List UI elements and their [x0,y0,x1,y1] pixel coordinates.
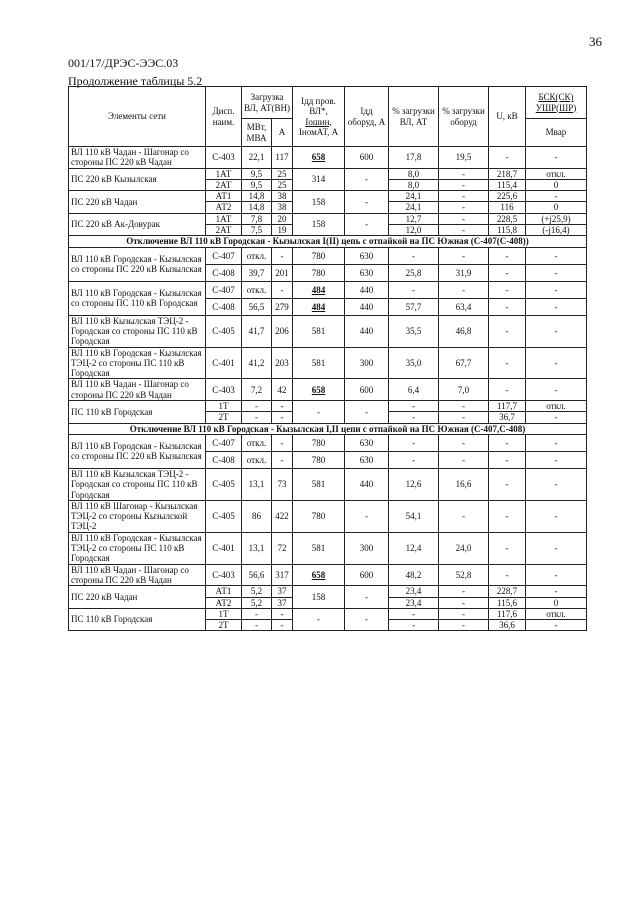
cell-load-amp: 317 [272,564,293,586]
cell-idd-wire: - [293,401,345,424]
cell-pct-line: 57,7 [389,298,439,315]
cell-idd-wire: 780 [293,434,345,451]
cell-idd-wire: 780 [293,451,345,468]
cell-bsk: - [526,586,587,597]
cell-voltage: 225,6 [489,191,526,202]
cell-voltage: 36,6 [489,620,526,631]
cell-voltage: 228,7 [489,586,526,597]
cell-pct-line: 12,7 [389,213,439,224]
cell-idd-wire: 158 [293,213,345,236]
cell-load-mw: - [242,401,272,412]
cell-voltage: 228,5 [489,213,526,224]
cell-bsk: 0 [526,597,587,608]
cell-disp: С-401 [206,347,242,379]
cell-pct-equip: 16,6 [439,468,489,500]
cell-disp: 2АТ [206,225,242,236]
cell-idd-wire: 780 [293,247,345,264]
cell-bsk: - [526,434,587,451]
cell-disp: С-403 [206,564,242,586]
cell-pct-line: 35,5 [389,315,439,347]
header-mvar: Мвар [526,119,587,147]
header-amp: А [272,119,293,147]
cell-pct-line: 12,4 [389,532,439,564]
cell-load-amp: - [272,434,293,451]
cell-idd-wire: 581 [293,468,345,500]
cell-load-amp: - [272,620,293,631]
cell-idd-wire: 158 [293,586,345,609]
cell-bsk: - [526,379,587,401]
cell-pct-equip: - [439,401,489,412]
cell-element-name: ВЛ 110 кВ Городская - Кызылская со стороны ПС 220 кВ Кызылская [69,434,206,468]
cell-element-name: ПС 220 кВ Чадан [69,191,206,214]
cell-pct-line: 8,0 [389,168,439,179]
cell-voltage: 115,8 [489,225,526,236]
cell-load-mw: 56,5 [242,298,272,315]
cell-pct-equip: - [439,434,489,451]
cell-pct-line: - [389,401,439,412]
cell-idd-wire: 581 [293,532,345,564]
cell-idd-equip: 300 [345,532,389,564]
cell-idd-equip: 440 [345,468,389,500]
header-voltage: U, кВ [489,87,526,147]
table-row [69,401,587,412]
cell-element-name: ВЛ 110 кВ Чадан - Шагонар со стороны ПС 220 кВ Чадан [69,147,206,169]
cell-idd-equip: 600 [345,147,389,169]
table-row [69,168,587,179]
cell-load-amp: 37 [272,597,293,608]
cell-voltage: - [489,247,526,264]
header-pct-line: % загрузки ВЛ, АТ [389,87,439,147]
cell-idd-equip: 440 [345,298,389,315]
cell-load-mw: 39,7 [242,264,272,281]
cell-load-amp: 25 [272,179,293,190]
cell-bsk: - [526,247,587,264]
table-row [69,468,587,500]
cell-pct-equip: 67,7 [439,347,489,379]
cell-load-amp: - [272,401,293,412]
cell-idd-wire: 314 [293,168,345,191]
header-idd-wire [293,87,345,147]
table-row [69,608,587,619]
table-row [69,586,587,597]
cell-idd-wire: - [293,608,345,631]
cell-bsk: 0 [526,179,587,190]
cell-load-amp: - [272,451,293,468]
cell-pct-equip: 24,0 [439,532,489,564]
cell-load-amp: 19 [272,225,293,236]
cell-disp: С-407 [206,247,242,264]
header-idd-wire-line3: IномАТ, А [298,126,339,137]
cell-pct-line: 12,0 [389,225,439,236]
table-row [69,213,587,224]
cell-load-amp: 117 [272,147,293,169]
cell-voltage: 218,7 [489,168,526,179]
cell-idd-equip: 440 [345,315,389,347]
section-row [69,423,587,434]
cell-element-name: ВЛ 110 кВ Кызылская ТЭЦ-2 - Городская со стороны ПС 110 кВ Городская [69,468,206,500]
cell-disp: 1Т [206,608,242,619]
cell-disp: С-405 [206,315,242,347]
cell-pct-equip: 19,5 [439,147,489,169]
cell-load-mw: 86 [242,500,272,532]
cell-element-name: ВЛ 110 кВ Шагонар - Кызылская ТЭЦ-2 со стороны Кызылской ТЭЦ-2 [69,500,206,532]
cell-idd-wire: 658 [293,564,345,586]
cell-element-name: ПС 110 кВ Городская [69,608,206,631]
cell-idd-equip: 300 [345,347,389,379]
cell-disp: С-405 [206,500,242,532]
cell-pct-equip: - [439,620,489,631]
cell-load-mw: 14,8 [242,202,272,213]
table-row [69,434,587,451]
cell-pct-equip: - [439,213,489,224]
cell-disp: С-408 [206,451,242,468]
cell-pct-equip: - [439,179,489,190]
cell-bsk: - [526,500,587,532]
cell-load-amp: 201 [272,264,293,281]
cell-pct-line: 25,8 [389,264,439,281]
cell-voltage: - [489,532,526,564]
cell-disp: С-405 [206,468,242,500]
cell-element-name: ВЛ 110 кВ Городская - Кызылская ТЭЦ-2 со стороны ПС 110 кВ Городская [69,532,206,564]
cell-pct-equip: - [439,191,489,202]
cell-idd-wire: 780 [293,264,345,281]
header-load: Загрузка ВЛ, АТ(ВН) [242,87,293,119]
cell-disp: 2АТ [206,179,242,190]
cell-element-name: ВЛ 110 кВ Чадан - Шагонар со стороны ПС 220 кВ Чадан [69,379,206,401]
cell-element-name: ВЛ 110 кВ Городская - Кызылская со стороны ПС 110 кВ Городская [69,281,206,315]
cell-voltage: - [489,264,526,281]
cell-load-mw: 56,6 [242,564,272,586]
table-row [69,147,587,169]
cell-load-amp: 279 [272,298,293,315]
cell-idd-wire: 658 [293,147,345,169]
cell-load-amp: - [272,412,293,423]
cell-voltage: - [489,500,526,532]
cell-element-name: ВЛ 110 кВ Городская - Кызылская со стороны ПС 220 кВ Кызылская [69,247,206,281]
section-row [69,236,587,247]
cell-load-amp: 72 [272,532,293,564]
cell-pct-equip: - [439,608,489,619]
cell-load-mw: 5,2 [242,597,272,608]
cell-bsk: - [526,191,587,202]
cell-pct-equip: 7,0 [439,379,489,401]
cell-disp: 1АТ [206,168,242,179]
cell-disp: С-407 [206,434,242,451]
cell-voltage: - [489,281,526,298]
cell-idd-equip: 600 [345,564,389,586]
cell-load-amp: 38 [272,202,293,213]
cell-load-mw: 7,2 [242,379,272,401]
cell-idd-equip: - [345,608,389,631]
cell-element-name: ПС 220 кВ Ак-Довурак [69,213,206,236]
cell-bsk: 0 [526,202,587,213]
cell-pct-line: - [389,247,439,264]
cell-bsk: - [526,468,587,500]
cell-idd-wire: 581 [293,347,345,379]
header-pct-equip: % загрузки оборуд [439,87,489,147]
cell-load-amp: 37 [272,586,293,597]
cell-idd-equip: 600 [345,379,389,401]
cell-voltage: - [489,451,526,468]
table-row [69,564,587,586]
table-row [69,191,587,202]
cell-disp: АТ1 [206,191,242,202]
cell-voltage: - [489,315,526,347]
cell-idd-wire: 658 [293,379,345,401]
cell-pct-equip: - [439,597,489,608]
cell-pct-equip: 52,8 [439,564,489,586]
cell-pct-line: - [389,620,439,631]
cell-idd-equip: - [345,586,389,609]
cell-bsk: - [526,451,587,468]
cell-pct-line: 23,4 [389,586,439,597]
cell-load-mw: 41,7 [242,315,272,347]
cell-load-mw: 13,1 [242,532,272,564]
cell-voltage: 115,4 [489,179,526,190]
cell-idd-wire: 581 [293,315,345,347]
cell-voltage: - [489,298,526,315]
cell-load-amp: - [272,281,293,298]
cell-pct-line: 24,1 [389,191,439,202]
header-idd-wire-line2: Iошин, [305,116,332,127]
cell-bsk: - [526,532,587,564]
cell-idd-equip: - [345,191,389,214]
cell-disp: С-407 [206,281,242,298]
cell-pct-line: - [389,434,439,451]
cell-bsk: (-j16,4) [526,225,587,236]
cell-load-mw: 7,5 [242,225,272,236]
cell-voltage: 116 [489,202,526,213]
table-row [69,379,587,401]
cell-pct-line: 48,2 [389,564,439,586]
cell-pct-equip: - [439,202,489,213]
cell-element-name: ВЛ 110 кВ Чадан - Шагонар со стороны ПС 220 кВ Чадан [69,564,206,586]
cell-bsk: - [526,564,587,586]
header-bsk: БСК(СК) УШР(ШР) [526,87,587,119]
table-row [69,281,587,298]
header-mw: МВт, МВА [242,119,272,147]
header-disp: Дисп. наим. [206,87,242,147]
cell-idd-equip: - [345,401,389,424]
cell-element-name: ПС 220 кВ Кызылская [69,168,206,191]
cell-pct-equip: - [439,500,489,532]
cell-bsk: откл. [526,168,587,179]
cell-pct-equip: - [439,281,489,298]
cell-idd-equip: 630 [345,451,389,468]
cell-pct-line: 24,1 [389,202,439,213]
cell-pct-line: 23,4 [389,597,439,608]
cell-load-mw: - [242,412,272,423]
cell-idd-equip: 630 [345,434,389,451]
cell-voltage: 117,7 [489,401,526,412]
cell-voltage: - [489,564,526,586]
cell-pct-line: 6,4 [389,379,439,401]
section-heading: Отключение ВЛ 110 кВ Городская - Кызылская I,II цепи с отпайкой на ПС Южная (С-407,С-408) [69,423,587,434]
cell-load-amp: - [272,247,293,264]
cell-disp: 2Т [206,412,242,423]
cell-idd-equip: - [345,500,389,532]
cell-idd-equip: 630 [345,247,389,264]
cell-load-mw: откл. [242,451,272,468]
table-row [69,315,587,347]
cell-disp: АТ1 [206,586,242,597]
cell-load-mw: 9,5 [242,168,272,179]
cell-pct-line: 12,6 [389,468,439,500]
cell-idd-equip: - [345,213,389,236]
cell-bsk: - [526,281,587,298]
table-row [69,347,587,379]
cell-bsk: - [526,620,587,631]
cell-load-amp: 73 [272,468,293,500]
cell-load-mw: - [242,620,272,631]
section-heading: Отключение ВЛ 110 кВ Городская - Кызылская I(II) цепь с отпайкой на ПС Южная (С-407(С-408)) [69,236,587,247]
cell-bsk: откл. [526,401,587,412]
cell-pct-line: 35,0 [389,347,439,379]
cell-pct-equip: - [439,586,489,597]
cell-pct-equip: - [439,247,489,264]
cell-load-amp: 38 [272,191,293,202]
cell-voltage: - [489,468,526,500]
cell-load-mw: 41,2 [242,347,272,379]
cell-bsk: (+j25,9) [526,213,587,224]
cell-pct-line: 8,0 [389,179,439,190]
document-id: 001/17/ДРЭС-ЭЭС.03 [68,56,179,70]
cell-pct-line: - [389,281,439,298]
table-row [69,500,587,532]
cell-pct-equip: 46,8 [439,315,489,347]
header-idd-equip: Iдд оборуд, А [345,87,389,147]
cell-disp: С-403 [206,379,242,401]
cell-voltage: - [489,147,526,169]
header-elements: Элементы сети [69,87,206,147]
cell-load-amp: 422 [272,500,293,532]
cell-pct-equip: - [439,412,489,423]
cell-load-mw: 14,8 [242,191,272,202]
cell-pct-equip: - [439,168,489,179]
cell-load-mw: 13,1 [242,468,272,500]
cell-load-amp: 206 [272,315,293,347]
cell-bsk: - [526,298,587,315]
cell-bsk: - [526,347,587,379]
table-continuation-caption: Продолжение таблицы 5.2 [68,74,203,88]
cell-load-mw: 7,8 [242,213,272,224]
cell-pct-line: 17,8 [389,147,439,169]
cell-load-mw: откл. [242,247,272,264]
cell-disp: 1АТ [206,213,242,224]
cell-disp: 2Т [206,620,242,631]
cell-voltage: 117,6 [489,608,526,619]
cell-element-name: ВЛ 110 кВ Городская - Кызылская ТЭЦ-2 со стороны ПС 110 кВ Городская [69,347,206,379]
cell-bsk: - [526,264,587,281]
cell-element-name: ВЛ 110 кВ Кызылская ТЭЦ-2 - Городская со стороны ПС 110 кВ Городская [69,315,206,347]
load-table [68,86,587,631]
cell-disp: С-403 [206,147,242,169]
cell-idd-wire: 780 [293,500,345,532]
header-idd-wire-line1: Iдд пров. ВЛ*, [301,95,336,117]
cell-load-amp: 25 [272,168,293,179]
cell-disp: С-408 [206,298,242,315]
cell-load-amp: - [272,608,293,619]
cell-idd-wire: 484 [293,281,345,298]
cell-load-mw: 9,5 [242,179,272,190]
cell-idd-equip: 440 [345,281,389,298]
cell-load-mw: - [242,608,272,619]
cell-disp: АТ2 [206,202,242,213]
cell-pct-equip: 63,4 [439,298,489,315]
cell-load-mw: откл. [242,434,272,451]
cell-idd-wire: 484 [293,298,345,315]
cell-voltage: - [489,434,526,451]
cell-pct-line: - [389,412,439,423]
cell-load-mw: откл. [242,281,272,298]
cell-load-mw: 5,2 [242,586,272,597]
cell-voltage: 36,7 [489,412,526,423]
cell-bsk: - [526,315,587,347]
cell-load-amp: 20 [272,213,293,224]
cell-disp: С-401 [206,532,242,564]
cell-load-amp: 203 [272,347,293,379]
cell-pct-line: 54,1 [389,500,439,532]
cell-pct-line: - [389,451,439,468]
cell-bsk: - [526,147,587,169]
cell-load-amp: 42 [272,379,293,401]
cell-bsk: откл. [526,608,587,619]
table-row [69,532,587,564]
table-row [69,247,587,264]
cell-idd-equip: - [345,168,389,191]
cell-element-name: ПС 220 кВ Чадан [69,586,206,609]
cell-pct-line: - [389,608,439,619]
cell-load-mw: 22,1 [242,147,272,169]
cell-voltage: - [489,379,526,401]
cell-pct-equip: 31,9 [439,264,489,281]
cell-idd-wire: 158 [293,191,345,214]
cell-idd-equip: 630 [345,264,389,281]
cell-voltage: - [489,347,526,379]
cell-pct-equip: - [439,225,489,236]
page-number: 36 [589,34,602,49]
cell-voltage: 115,6 [489,597,526,608]
cell-pct-equip: - [439,451,489,468]
cell-disp: С-408 [206,264,242,281]
cell-element-name: ПС 110 кВ Городская [69,401,206,424]
cell-disp: АТ2 [206,597,242,608]
cell-disp: 1Т [206,401,242,412]
cell-bsk: - [526,412,587,423]
